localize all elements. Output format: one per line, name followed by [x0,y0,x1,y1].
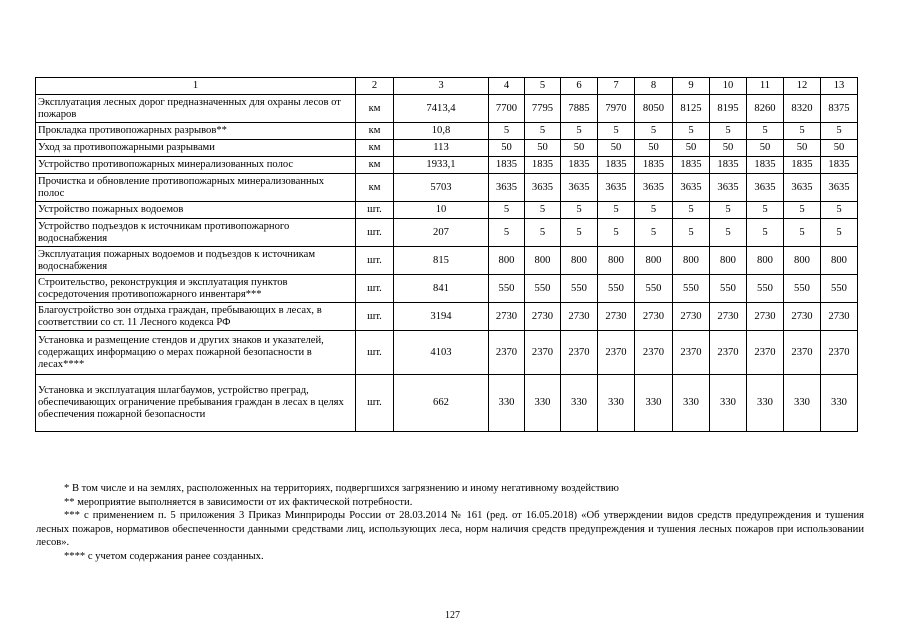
value-cell: 5 [710,219,747,247]
column-header: 5 [525,78,561,95]
value-cell: 3635 [635,174,673,202]
value-cell: 2730 [525,303,561,331]
value-cell: 5 [561,123,598,140]
value-cell: 2370 [635,331,673,375]
unit-cell: км [356,140,394,157]
footnote: ** мероприятие выполняется в зависимости от их фактической потребности. [64,496,413,508]
value-cell: 2730 [710,303,747,331]
column-header: 1 [36,78,356,95]
value-cell: 3635 [710,174,747,202]
value-cell: 330 [561,375,598,432]
value-cell: 330 [525,375,561,432]
column-header: 8 [635,78,673,95]
value-cell: 7970 [598,95,635,123]
value-cell: 8050 [635,95,673,123]
value-cell: 330 [784,375,821,432]
table-row [36,303,858,331]
value-cell: 800 [821,247,858,275]
value-cell: 550 [747,275,784,303]
value-cell: 1835 [561,157,598,174]
value-cell: 7885 [561,95,598,123]
table-row [36,140,858,157]
activity-name-cell: Устройство подъездов к источникам противопожарного водоснабжения [36,219,356,247]
column-header: 7 [598,78,635,95]
value-cell: 1835 [784,157,821,174]
unit-cell: шт. [356,202,394,219]
value-cell: 2370 [489,331,525,375]
column-header: 11 [747,78,784,95]
table-row [36,331,858,375]
value-cell: 3635 [821,174,858,202]
value-cell: 5 [747,219,784,247]
value-cell: 330 [747,375,784,432]
value-cell: 550 [673,275,710,303]
value-cell: 2370 [673,331,710,375]
value-cell: 5 [489,123,525,140]
value-cell: 1835 [673,157,710,174]
value-cell: 800 [747,247,784,275]
table-body [36,95,858,432]
value-cell: 2370 [525,331,561,375]
value-cell: 2730 [635,303,673,331]
value-cell: 5 [784,123,821,140]
value-cell: 550 [489,275,525,303]
value-cell: 7795 [525,95,561,123]
value-cell: 330 [710,375,747,432]
value-cell: 5 [598,123,635,140]
footnotes [36,482,864,564]
value-cell: 50 [635,140,673,157]
value-cell: 2370 [561,331,598,375]
value-cell: 550 [525,275,561,303]
table-row [36,174,858,202]
column-header: 10 [710,78,747,95]
value-cell: 550 [635,275,673,303]
value-cell: 2370 [747,331,784,375]
value-cell: 3635 [747,174,784,202]
value-cell: 2730 [489,303,525,331]
unit-cell: км [356,123,394,140]
value-cell: 5 [673,202,710,219]
value-cell: 3635 [784,174,821,202]
value-cell: 2370 [710,331,747,375]
value-cell: 5703 [394,174,489,202]
page-number: 127 [445,610,460,621]
activity-name-cell: Эксплуатация пожарных водоемов и подъездов к источникам водоснабжения [36,247,356,275]
value-cell: 5 [710,123,747,140]
table-row [36,275,858,303]
value-cell: 3635 [525,174,561,202]
table-row [36,157,858,174]
value-cell: 5 [489,219,525,247]
value-cell: 2370 [784,331,821,375]
column-header: 13 [821,78,858,95]
value-cell: 2730 [821,303,858,331]
value-cell: 50 [673,140,710,157]
value-cell: 5 [598,202,635,219]
value-cell: 8320 [784,95,821,123]
value-cell: 50 [784,140,821,157]
value-cell: 3194 [394,303,489,331]
value-cell: 8375 [821,95,858,123]
value-cell: 5 [525,123,561,140]
table-row [36,219,858,247]
value-cell: 1835 [821,157,858,174]
unit-cell: шт. [356,275,394,303]
value-cell: 5 [710,202,747,219]
value-cell: 330 [489,375,525,432]
value-cell: 5 [747,123,784,140]
activity-name-cell: Установка и размещение стендов и других знаков и указателей, содержащих информацию о мерах пожарной безопасности в лесах**** [36,331,356,375]
value-cell: 2730 [561,303,598,331]
value-cell: 330 [821,375,858,432]
value-cell: 50 [525,140,561,157]
unit-cell: км [356,95,394,123]
value-cell: 4103 [394,331,489,375]
value-cell: 2730 [784,303,821,331]
value-cell: 550 [710,275,747,303]
unit-cell: шт. [356,375,394,432]
value-cell: 2370 [821,331,858,375]
value-cell: 800 [784,247,821,275]
column-header: 12 [784,78,821,95]
value-cell: 800 [635,247,673,275]
value-cell: 1835 [747,157,784,174]
activities-table [35,77,858,432]
value-cell: 2370 [598,331,635,375]
value-cell: 550 [598,275,635,303]
table-row [36,123,858,140]
value-cell: 330 [635,375,673,432]
activity-name-cell: Прокладка противопожарных разрывов** [36,123,356,140]
value-cell: 815 [394,247,489,275]
unit-cell: шт. [356,247,394,275]
value-cell: 800 [710,247,747,275]
value-cell: 2730 [673,303,710,331]
activity-name-cell: Благоустройство зон отдыха граждан, пребывающих в лесах, в соответствии со ст. 11 Лесного кодекса РФ [36,303,356,331]
table-row [36,375,858,432]
value-cell: 50 [821,140,858,157]
value-cell: 5 [525,202,561,219]
value-cell: 841 [394,275,489,303]
value-cell: 7413,4 [394,95,489,123]
value-cell: 7700 [489,95,525,123]
value-cell: 330 [673,375,710,432]
value-cell: 5 [635,202,673,219]
value-cell: 800 [598,247,635,275]
value-cell: 5 [784,202,821,219]
value-cell: 550 [784,275,821,303]
value-cell: 3635 [673,174,710,202]
value-cell: 113 [394,140,489,157]
value-cell: 8195 [710,95,747,123]
value-cell: 5 [673,123,710,140]
value-cell: 50 [710,140,747,157]
value-cell: 1835 [635,157,673,174]
value-cell: 1835 [598,157,635,174]
value-cell: 5 [821,202,858,219]
column-header: 2 [356,78,394,95]
column-header: 3 [394,78,489,95]
table-row [36,95,858,123]
unit-cell: шт. [356,331,394,375]
unit-cell: шт. [356,219,394,247]
value-cell: 800 [673,247,710,275]
column-header: 6 [561,78,598,95]
value-cell: 5 [821,219,858,247]
activity-name-cell: Прочистка и обновление противопожарных минерализованных полос [36,174,356,202]
value-cell: 1835 [525,157,561,174]
value-cell: 50 [747,140,784,157]
value-cell: 1933,1 [394,157,489,174]
value-cell: 50 [489,140,525,157]
column-header: 9 [673,78,710,95]
value-cell: 5 [561,219,598,247]
value-cell: 5 [784,219,821,247]
footnote: *** с применением п. 5 приложения 3 Приказ Минприроды России от 28.03.2014 № 161 (ред. от 16.05.2018) «Об утверждении видов средств предупреждения и тушения лесных пожаров, нормативов обеспеченности данными средствами лиц, использующих леса, норм наличия средств предупреждения и тушения лесных пожаров при использовании лесов». [36,510,864,549]
value-cell: 2730 [747,303,784,331]
value-cell: 207 [394,219,489,247]
table-header-row [36,78,858,95]
activity-name-cell: Эксплуатация лесных дорог предназначенных для охраны лесов от пожаров [36,95,356,123]
activity-name-cell: Устройство пожарных водоемов [36,202,356,219]
value-cell: 5 [489,202,525,219]
column-header: 4 [489,78,525,95]
value-cell: 10 [394,202,489,219]
table-row [36,247,858,275]
value-cell: 330 [598,375,635,432]
value-cell: 5 [673,219,710,247]
value-cell: 5 [598,219,635,247]
value-cell: 3635 [489,174,525,202]
unit-cell: шт. [356,303,394,331]
value-cell: 662 [394,375,489,432]
value-cell: 5 [561,202,598,219]
value-cell: 50 [561,140,598,157]
value-cell: 10,8 [394,123,489,140]
value-cell: 8125 [673,95,710,123]
value-cell: 550 [561,275,598,303]
activity-name-cell: Уход за противопожарными разрывами [36,140,356,157]
value-cell: 5 [821,123,858,140]
footnote: * В том числе и на землях, расположенных на территориях, подвергшихся загрязнению и иному негативному воздействию [64,483,619,494]
value-cell: 5 [635,219,673,247]
value-cell: 1835 [710,157,747,174]
value-cell: 800 [561,247,598,275]
unit-cell: км [356,174,394,202]
value-cell: 800 [525,247,561,275]
value-cell: 550 [821,275,858,303]
activity-name-cell: Установка и эксплуатация шлагбаумов, устройство преград, обеспечивающих ограничение пребывания граждан в лесах в целях обеспечения пожарной безопасности [36,375,356,432]
value-cell: 2730 [598,303,635,331]
unit-cell: км [356,157,394,174]
activity-name-cell: Строительство, реконструкция и эксплуатация пунктов сосредоточения противопожарного инвентаря*** [36,275,356,303]
value-cell: 50 [598,140,635,157]
value-cell: 1835 [489,157,525,174]
value-cell: 800 [489,247,525,275]
activity-name-cell: Устройство противопожарных минерализованных полос [36,157,356,174]
value-cell: 5 [747,202,784,219]
value-cell: 3635 [561,174,598,202]
value-cell: 8260 [747,95,784,123]
footnote: **** с учетом содержания ранее созданных. [64,550,264,562]
value-cell: 5 [635,123,673,140]
value-cell: 3635 [598,174,635,202]
table-row [36,202,858,219]
value-cell: 5 [525,219,561,247]
